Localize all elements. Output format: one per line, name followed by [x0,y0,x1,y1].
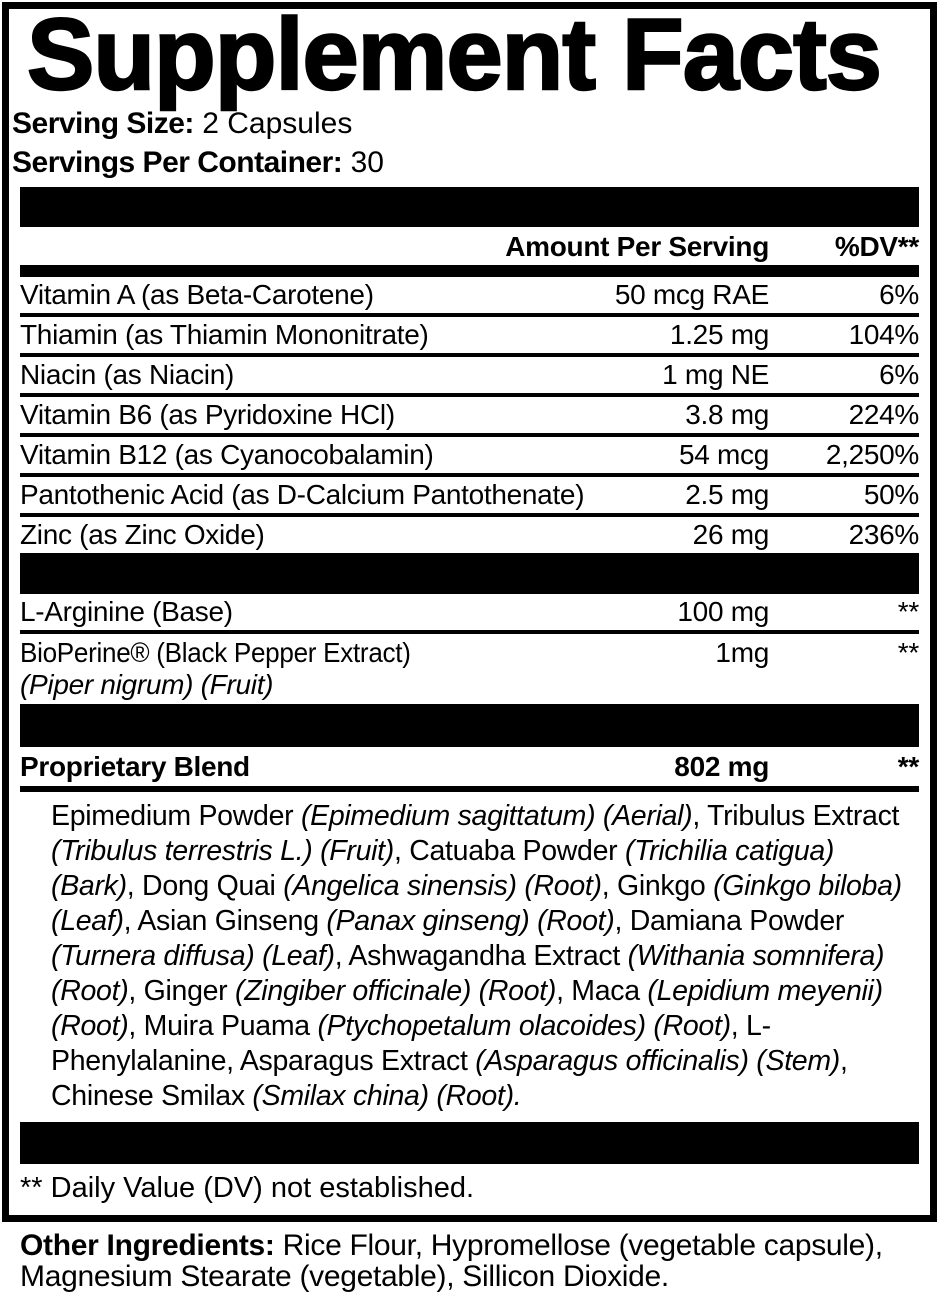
supplement-facts-panel [2,2,937,1222]
servings-per-container-line [12,143,919,182]
nutrient-amount: 2.5 mg [685,479,769,510]
nutrient-dv: 50% [863,479,919,510]
nutrient-row-zinc [20,517,919,553]
servings-per-container-value: 30 [342,146,384,179]
nutrient-row-vitamin-b12 [20,437,919,477]
nutrient-amount: 100 mg [677,596,769,627]
proprietary-blend-amount: 802 mg [674,751,769,782]
nutrient-row-niacin [20,357,919,397]
nutrient-row-thiamin [20,317,919,357]
proprietary-blend-row [20,747,919,792]
other-ingredients [20,1230,919,1292]
nutrient-name: Thiamin (as Thiamin Mononitrate) [20,319,429,350]
proprietary-blend-dv: ** [897,751,919,782]
nutrient-amount: 50 mcg RAE [614,279,769,310]
serving-info [12,104,919,182]
serving-size-value: 2 Capsules [193,107,353,140]
nutrient-dv: 2,250% [825,439,919,470]
section-divider-bar-2 [20,704,919,747]
header-percent-dv: %DV** [834,231,919,262]
panel-title: Supplement Facts [27,0,881,111]
section-divider-bar-3 [20,1122,919,1164]
nutrient-name: Zinc (as Zinc Oxide) [20,519,265,550]
nutrient-amount: 3.8 mg [685,399,769,430]
proprietary-blend-name: Proprietary Blend [20,751,250,782]
nutrient-row-bioperine [20,634,919,704]
daily-value-footnote: ** Daily Value (DV) not established. [20,1172,475,1204]
nutrient-row-l-arginine [20,594,919,634]
nutrient-name: Pantothenic Acid (as D-Calcium Pantothenate) [20,479,585,510]
nutrient-dv: 236% [848,519,919,550]
nutrient-name: L-Arginine (Base) [20,596,233,627]
nutrient-amount: 26 mg [692,519,769,550]
nutrient-row-vitamin-b6 [20,397,919,437]
nutrient-dv: 224% [848,399,919,430]
header-divider-bar [20,265,919,277]
nutrient-amount: 1mg [715,637,769,668]
nutrient-amount: 1 mg NE [662,359,769,390]
nutrient-dv: ** [897,596,919,627]
top-divider-bar [20,187,919,227]
nutrient-dv: ** [897,637,919,668]
bioperine-latin-name: (Piper nigrum) (Fruit) [20,669,274,700]
nutrient-dv: 104% [848,319,919,350]
nutrient-amount: 1.25 mg [669,319,769,350]
nutrient-amount: 54 mcg [678,439,769,470]
nutrient-name: Niacin (as Niacin) [20,359,234,390]
nutrient-dv: 6% [879,279,919,310]
nutrient-row-pantothenic-acid [20,477,919,517]
nutrient-row-vitamin-a [20,277,919,317]
section-divider-bar-1 [20,553,919,594]
bioperine-main-name: BioPerine® (Black Pepper Extract) [20,637,411,668]
other-ingredients-label: Other Ingredients: [20,1229,275,1262]
nutrient-name: Vitamin B12 (as Cyanocobalamin) [20,439,434,470]
header-amount-per-serving: Amount Per Serving [505,231,769,262]
nutrient-name [20,637,715,701]
nutrient-name: Vitamin A (as Beta-Carotene) [20,279,374,310]
nutrient-name: Vitamin B6 (as Pyridoxine HCl) [20,399,395,430]
other-ingredients-value: Rice Flour, Hypromellose (vegetable capsule), Magnesium Stearate (vegetable), Sillicon Dioxide. [20,1229,883,1293]
servings-per-container-label: Servings Per Container: [12,146,343,179]
blend-ingredient-list: Epimedium Powder (Epimedium sagittatum) (Aerial), Tribulus Extract (Tribulus terrestris L.) (Fruit), Catuaba Powder (Trichilia catigua) (Bark), Dong Quai (Angelica sinensis) (Root), Ginkgo (Ginkgo biloba) (Leaf), Asian Ginseng (Panax ginseng) (Root), Damiana Powder (Turnera diffusa) (Leaf), Ashwagandha Extract (Withania somnifera) (Root), Ginger (Zingiber officinale) (Root), Maca (Lepidium meyenii) (Root), Muira Puama (Ptychopetalum olacoides) (Root), L-Phenylalanine, Asparagus Extract (Asparagus officinalis) (Stem), Chinese Smilax (Smilax china) (Root). [51,800,902,1112]
serving-size-label: Serving Size: [12,107,194,140]
nutrient-dv: 6% [879,359,919,390]
column-headers [20,227,919,265]
